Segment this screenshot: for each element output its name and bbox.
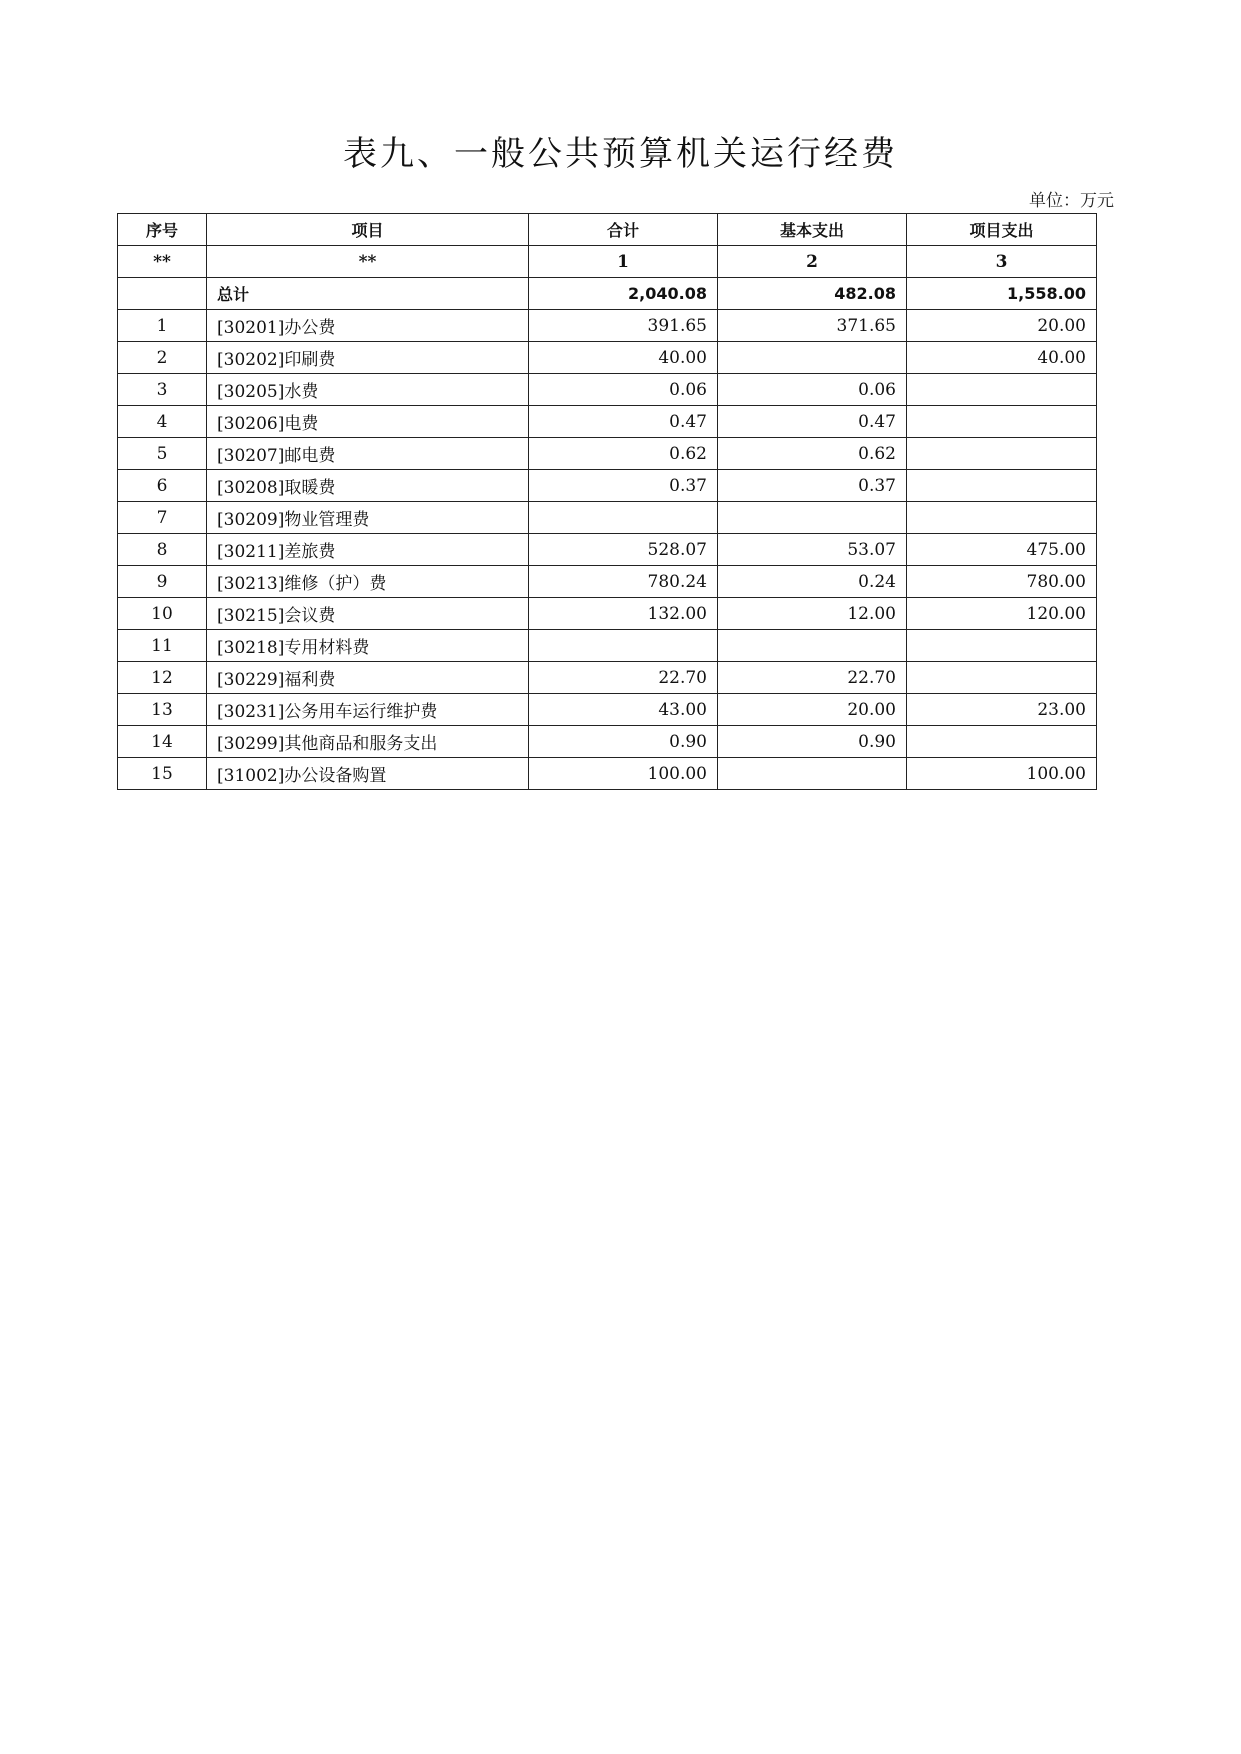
row-seq: 7 — [118, 502, 207, 534]
row-basic: 0.47 — [718, 406, 907, 438]
row-project: 120.00 — [907, 598, 1097, 630]
table-row — [118, 470, 1097, 502]
row-basic: 371.65 — [718, 310, 907, 342]
table-row — [118, 630, 1097, 662]
row-total — [529, 630, 718, 662]
table-row — [118, 374, 1097, 406]
row-item: [31002]办公设备购置 — [207, 758, 529, 790]
row-project — [907, 438, 1097, 470]
row-item: [30215]会议费 — [207, 598, 529, 630]
row-project — [907, 630, 1097, 662]
total-basic: 482.08 — [718, 278, 907, 310]
row-total: 0.90 — [529, 726, 718, 758]
row-total: 0.47 — [529, 406, 718, 438]
total-seq — [118, 278, 207, 310]
index-row — [118, 246, 1097, 278]
row-item: [30206]电费 — [207, 406, 529, 438]
table-row — [118, 534, 1097, 566]
table-row — [118, 726, 1097, 758]
row-seq: 12 — [118, 662, 207, 694]
row-seq: 5 — [118, 438, 207, 470]
row-seq: 10 — [118, 598, 207, 630]
row-total: 0.06 — [529, 374, 718, 406]
header-project: 项目支出 — [907, 214, 1097, 246]
row-total: 0.62 — [529, 438, 718, 470]
total-sum: 2,040.08 — [529, 278, 718, 310]
row-basic: 22.70 — [718, 662, 907, 694]
table-row — [118, 598, 1097, 630]
row-item: [30202]印刷费 — [207, 342, 529, 374]
row-total: 391.65 — [529, 310, 718, 342]
row-item: [30208]取暖费 — [207, 470, 529, 502]
page-title: 表九、一般公共预算机关运行经费 — [343, 134, 898, 174]
row-seq: 1 — [118, 310, 207, 342]
row-item: [30299]其他商品和服务支出 — [207, 726, 529, 758]
row-project: 20.00 — [907, 310, 1097, 342]
row-basic — [718, 758, 907, 790]
row-project: 475.00 — [907, 534, 1097, 566]
row-seq: 9 — [118, 566, 207, 598]
table-row — [118, 758, 1097, 790]
header-row — [118, 214, 1097, 246]
table-row — [118, 502, 1097, 534]
row-project: 23.00 — [907, 694, 1097, 726]
row-item: [30207]邮电费 — [207, 438, 529, 470]
row-total: 100.00 — [529, 758, 718, 790]
row-item: [30201]办公费 — [207, 310, 529, 342]
row-seq: 8 — [118, 534, 207, 566]
unit-label: 单位：万元 — [1029, 191, 1114, 211]
row-project — [907, 726, 1097, 758]
table-body — [118, 246, 1097, 790]
row-seq: 13 — [118, 694, 207, 726]
row-total: 528.07 — [529, 534, 718, 566]
row-project — [907, 470, 1097, 502]
header-total: 合计 — [529, 214, 718, 246]
row-item: [30205]水费 — [207, 374, 529, 406]
row-basic: 12.00 — [718, 598, 907, 630]
row-seq: 11 — [118, 630, 207, 662]
index-cell: 3 — [907, 246, 1097, 278]
row-project — [907, 502, 1097, 534]
row-seq: 4 — [118, 406, 207, 438]
header-item: 项目 — [207, 214, 529, 246]
row-project: 780.00 — [907, 566, 1097, 598]
table-row — [118, 438, 1097, 470]
row-seq: 6 — [118, 470, 207, 502]
row-seq: 14 — [118, 726, 207, 758]
row-total: 22.70 — [529, 662, 718, 694]
table-row — [118, 406, 1097, 438]
row-seq: 3 — [118, 374, 207, 406]
header-seq: 序号 — [118, 214, 207, 246]
row-seq: 2 — [118, 342, 207, 374]
table-row — [118, 662, 1097, 694]
row-item: [30218]专用材料费 — [207, 630, 529, 662]
index-cell: ** — [207, 246, 529, 278]
row-basic — [718, 342, 907, 374]
row-basic: 20.00 — [718, 694, 907, 726]
row-total: 132.00 — [529, 598, 718, 630]
row-item: [30231]公务用车运行维护费 — [207, 694, 529, 726]
row-project: 100.00 — [907, 758, 1097, 790]
row-item: [30229]福利费 — [207, 662, 529, 694]
row-basic: 53.07 — [718, 534, 907, 566]
row-project — [907, 374, 1097, 406]
row-seq: 15 — [118, 758, 207, 790]
row-total: 0.37 — [529, 470, 718, 502]
index-cell: 2 — [718, 246, 907, 278]
row-total: 780.24 — [529, 566, 718, 598]
row-project — [907, 406, 1097, 438]
table-row — [118, 310, 1097, 342]
row-basic: 0.24 — [718, 566, 907, 598]
row-basic: 0.62 — [718, 438, 907, 470]
row-item: [30211]差旅费 — [207, 534, 529, 566]
row-project — [907, 662, 1097, 694]
row-project: 40.00 — [907, 342, 1097, 374]
row-item: [30213]维修（护）费 — [207, 566, 529, 598]
row-item: [30209]物业管理费 — [207, 502, 529, 534]
row-basic — [718, 630, 907, 662]
row-basic: 0.37 — [718, 470, 907, 502]
total-row — [118, 278, 1097, 310]
budget-table — [117, 213, 1097, 790]
row-total: 43.00 — [529, 694, 718, 726]
row-total — [529, 502, 718, 534]
row-basic: 0.06 — [718, 374, 907, 406]
total-project: 1,558.00 — [907, 278, 1097, 310]
row-basic — [718, 502, 907, 534]
index-cell: 1 — [529, 246, 718, 278]
header-basic: 基本支出 — [718, 214, 907, 246]
row-total: 40.00 — [529, 342, 718, 374]
total-label: 总计 — [207, 278, 529, 310]
table-row — [118, 566, 1097, 598]
table-row — [118, 694, 1097, 726]
index-cell: ** — [118, 246, 207, 278]
row-basic: 0.90 — [718, 726, 907, 758]
table-row — [118, 342, 1097, 374]
